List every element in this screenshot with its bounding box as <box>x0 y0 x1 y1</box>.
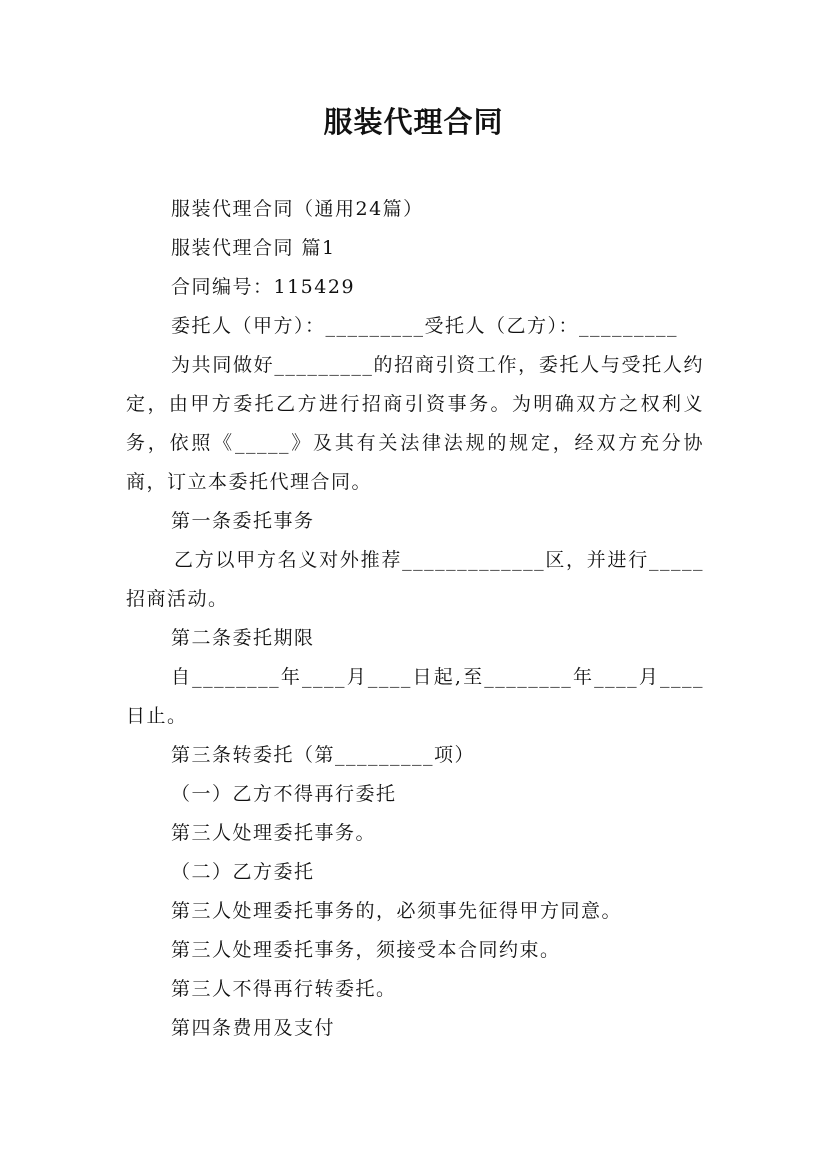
clause-3-item-2-body-c: 第三人不得再行转委托。 <box>171 978 397 1000</box>
clause-1-heading: 第一条委托事务 <box>171 510 315 532</box>
clause-2-body: 自________年____月____日起,至________年____月____日止。 <box>126 666 704 727</box>
paragraph-heading-collection: 服装代理合同（通用24篇） <box>171 198 424 220</box>
clause-3-item-1-body: 第三人处理委托事务。 <box>171 822 377 844</box>
clause-3-item-1: （一）乙方不得再行委托 <box>171 783 397 805</box>
paragraph-preamble: 为共同做好_________的招商引资工作，委托人与受托人约定，由甲方委托乙方进行招商引资事务。为明确双方之权利义务，依照《_____》及其有关法律法规的规定，经双方充分协商，订立本委托代理合同。 <box>126 354 704 493</box>
paragraph-article-number: 服装代理合同 篇1 <box>171 237 336 259</box>
paragraph-contract-number: 合同编号：115429 <box>171 276 356 298</box>
clause-3-heading: 第三条转委托（第_________项） <box>171 744 476 766</box>
paragraph-parties: 委托人（甲方）：_________受托人（乙方）：_________ <box>171 315 679 337</box>
clause-3-item-2: （二）乙方委托 <box>171 861 315 883</box>
clause-3-item-2-body-a: 第三人处理委托事务的，必须事先征得甲方同意。 <box>171 900 623 922</box>
clause-1-body: 乙方以甲方名义对外推荐_____________区，并进行_____招商活动。 <box>126 549 704 610</box>
clause-3-item-2-body-b: 第三人处理委托事务，须接受本合同约束。 <box>171 939 561 961</box>
clause-2-heading: 第二条委托期限 <box>171 627 315 649</box>
document-body <box>126 190 704 1048</box>
clause-4-heading: 第四条费用及支付 <box>171 1017 336 1039</box>
document-title: 服装代理合同 <box>323 105 504 139</box>
